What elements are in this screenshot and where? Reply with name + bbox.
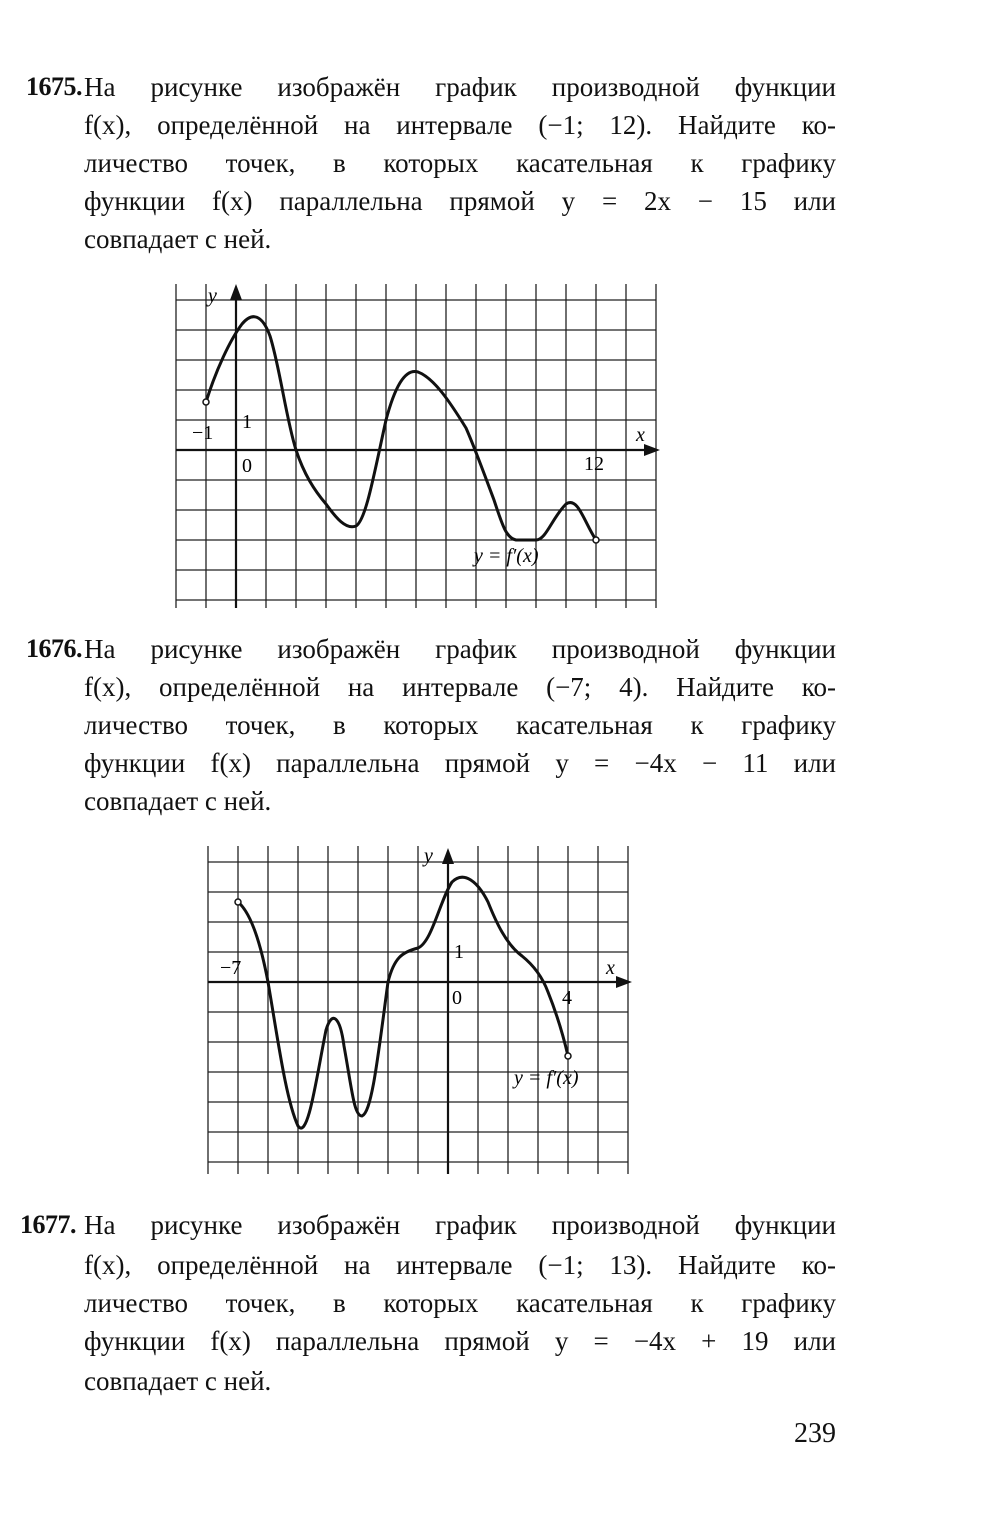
problem-text-line: f(x), определённой на интервале (−1; 12). Найдите ко-	[84, 110, 836, 140]
axes	[176, 290, 648, 608]
right-end-label: 12	[584, 453, 604, 475]
x-axis-arrow	[616, 976, 632, 988]
page-number: 239	[794, 1418, 836, 1449]
x-axis-label: x	[606, 957, 615, 979]
problem-text-line: функции f(x) параллельна прямой y = 2x − 15 или	[84, 186, 836, 216]
problem-text-line: функции f(x) параллельна прямой y = −4x − 11 или	[84, 748, 836, 778]
problem-text-line: совпадает с ней.	[84, 1366, 272, 1396]
problem-text-line: На рисунке изображён график производной функции	[84, 634, 836, 664]
problem-number: 1675.	[26, 72, 82, 101]
problem-text-line: личество точек, в которых касательная к графику	[84, 148, 836, 178]
unit-label: 1	[242, 411, 252, 433]
axes	[208, 854, 620, 1174]
left-end-label: −1	[192, 422, 214, 444]
y-axis-arrow	[230, 284, 242, 300]
problem-number: 1676.	[26, 634, 82, 663]
problem-text-line: личество точек, в которых касательная к графику	[84, 710, 836, 740]
problem-text-line: функции f(x) параллельна прямой y = −4x + 19 или	[84, 1326, 836, 1356]
right-end-label: 4	[562, 987, 572, 1009]
y-axis-label: y	[424, 845, 433, 867]
problem-text-line: совпадает с ней.	[84, 224, 272, 254]
problem-text-line: совпадает с ней.	[84, 786, 272, 816]
problem-text-line: f(x), определённой на интервале (−7; 4). Найдите ко-	[84, 672, 836, 702]
problem-text-line: На рисунке изображён график производной функции	[84, 1210, 836, 1240]
curve-label: y = f′(x)	[474, 545, 539, 567]
origin-label: 0	[452, 987, 462, 1009]
x-axis-label: x	[636, 424, 645, 446]
open-endpoint	[203, 399, 209, 405]
left-end-label: −7	[220, 957, 242, 979]
problem-text-line: На рисунке изображён график производной функции	[84, 72, 836, 102]
problem-number: 1677.	[20, 1210, 76, 1239]
open-endpoint	[565, 1053, 571, 1059]
y-axis-arrow	[442, 848, 454, 864]
derivative-curve	[206, 317, 596, 540]
derivative-graph-1676	[192, 840, 642, 1185]
open-endpoint	[235, 899, 241, 905]
problem-text-line: f(x), определённой на интервале (−1; 13). Найдите ко-	[84, 1250, 836, 1280]
y-axis-label: y	[208, 285, 217, 307]
open-endpoint	[593, 537, 599, 543]
origin-label: 0	[242, 455, 252, 477]
grid	[208, 846, 628, 1174]
unit-label: 1	[454, 941, 464, 963]
problem-text-line: личество точек, в которых касательная к графику	[84, 1288, 836, 1318]
grid	[176, 284, 656, 608]
derivative-curve	[238, 877, 568, 1128]
x-axis-arrow	[644, 444, 660, 456]
derivative-graph-1675	[160, 278, 680, 619]
curve-label: y = f′(x)	[514, 1067, 579, 1089]
